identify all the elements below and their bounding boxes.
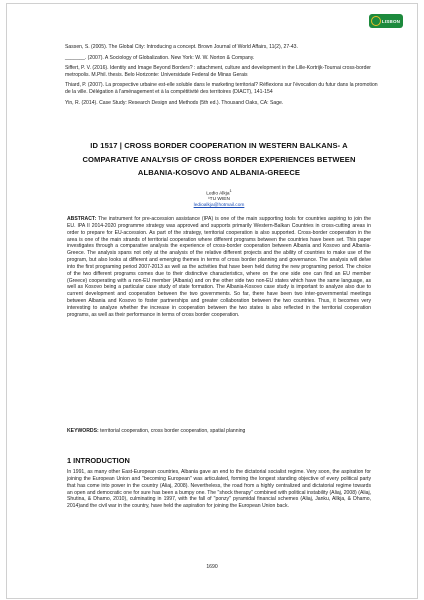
paper-page <box>6 3 418 599</box>
author-email-link[interactable]: ledioalkja@hotmail.com <box>193 203 245 209</box>
author-affiliation: ¹TU WIEN <box>208 197 230 203</box>
author-block <box>157 188 281 209</box>
author-line <box>157 188 281 197</box>
page-number: 1690 <box>206 564 218 570</box>
introduction-paragraph: In 1991, as many other East-European countries, Albania gave an end to the dictatorial socialist regime. Very soon, the aspiration for joining the European Union and "becoming European" was articulated, forming the longest standing objective of every political party that has come into power in the country (Aliaj, 2008). Nevertheless, the road from a highly centralized and dictatorial regime towards an open and democratic one for sure has been a bumpy one. The "shock therapy" combined with political instability (Aliaj, 2008) (Aliaj, Shutina, & Dhamo, 2010), culminating in 1997, with the fall of "ponzy" pyramidal financial schemes (Aliaj, Janku, Allkja, & Dhamo, 2014)and the civil war in the country, have held the aspiration for joining the European Union back. <box>67 469 371 510</box>
reference-item: Siffert, P. V. (2016). Identity and Image Beyond Borders? : attachment, culture and development in the Lille-Kortrijk-Tournai cross-border metropolis. M.Phil. thesis. Belo Horizonte: Universidade Federal de Minas Gerais <box>65 65 371 78</box>
paper-title: ID 1517 | CROSS BORDER COOPERATION IN WESTERN BALKANS- A COMPARATIVE ANALYSIS OF CROSS BORDER EXPERIENCES BETWEEN ALBANIA-KOSOVO AND ALBANIA-GREECE <box>82 141 356 178</box>
reference-item: Yin, R. (2014). Case Study: Research Design and Methods (5th ed.). Thousand Oaks, CA: Sage. <box>65 99 284 106</box>
section-heading: 1 INTRODUCTION <box>67 456 130 465</box>
reference-item: Thiard, P. (2007). La prospective urbaine est-elle soluble dans le marketing territorial? Réflexions sur l'évocation du futur dans la promotion de la ville. Délégation à l'aménagement et à la compétitivité des territoires (DIACT), 141-154 <box>65 82 378 96</box>
author-superscript: 1 <box>229 188 232 193</box>
logo-text: LISBON <box>381 18 401 24</box>
keywords-text: territorial cooperation, cross border cooperation, spatial planning <box>100 428 246 434</box>
conference-logo <box>367 13 405 29</box>
abstract-label: ABSTRACT: <box>67 216 97 222</box>
reference-item: _______. (2007). A Sociology of Globalization. New York: W. W. Norton & Company. <box>65 54 255 61</box>
reference-list <box>65 44 383 110</box>
abstract-text: The instrument for pre-accession assistance (IPA) is one of the main supporting tools for countries aspiring to join the EU. IPA II 2014-2020 programme strategy was approved and supports primarily Western-Balkan Countries in cross-cutting areas in order to prepare for EU-accession. As part of the strategy, territorial cooperation is also supported. Cross-border cooperation in the area is one of the main strands of territorial cooperation where different programs between the countries have been set. This paper investigates through a comparative analysis the experience of cross-border cooperation between Albania and Kosovo and Albania-Greece. The analysis spans not only at the analysis of the relative different projects and the ability of countries to make use of the program, but also looks at different and emerging themes in terms of cross border planning and governance. The analysis will delve into the first programing period 2007-2013 as well as the activities that have been held during the new programing period. The choice of the two different programs comes due to their distinctive characteristics, where on the one side one can find an EU member (Greece) cooperating with a non-EU member (Albania) and on the other side two non-EU states which have the same language, as well as Kosovo being a particular case study of state formation. The Albania-Kosovo case study is important to analyze also due to current development and cooperation between the two governments. So far, there have been two inter-governmental meetings between Albania and Kosovo to foster partnerships and greater collaboration between the two countries. Thus, it becomes very interesting to analyze whether the increase in cooperation between the two states is also reflected in the territorial cooperation programs, as well as their performance in terms of cross border cooperation. <box>67 216 371 318</box>
keywords <box>67 428 371 435</box>
abstract <box>67 216 371 319</box>
author-name: Ledio Alkja <box>206 191 230 197</box>
reference-item: Sassen, S. (2005). The Global City: Introducing a concept. Brown Journal of World Affairs, 11(2), 27-43. <box>65 44 298 50</box>
keywords-label: KEYWORDS: <box>67 428 99 434</box>
logo-icon <box>369 14 403 28</box>
